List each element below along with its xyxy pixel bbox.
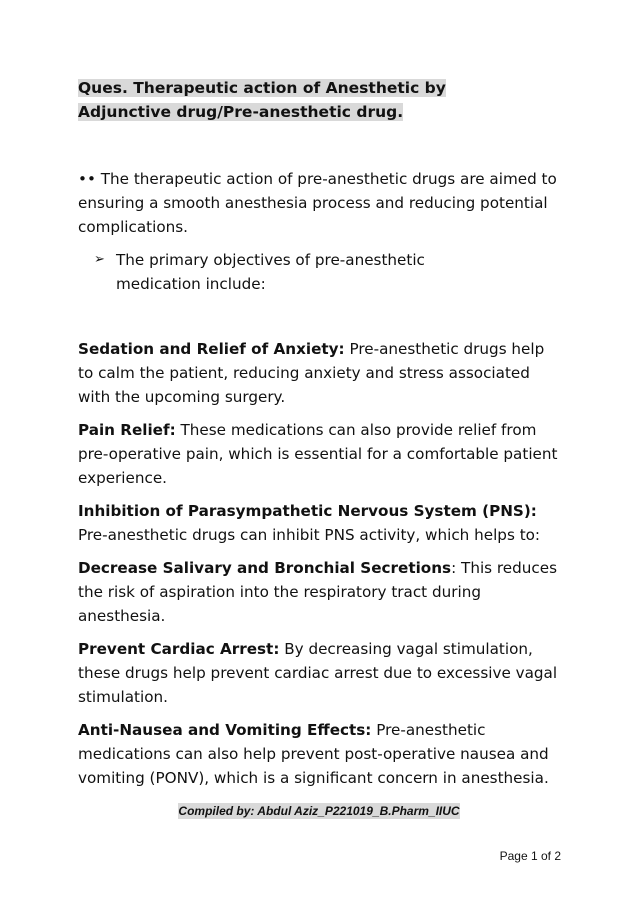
question-heading	[78, 76, 538, 124]
item-heading: Pain Relief:	[78, 421, 176, 439]
page-number: Page 1 of 2	[499, 849, 561, 863]
question-text: Ques. Therapeutic action of Anesthetic by Adjunctive drug/Pre-anesthetic drug.	[78, 79, 446, 121]
item-heading: Anti-Nausea and Vomiting Effects:	[78, 721, 372, 739]
objectives-list-item	[94, 248, 514, 296]
item-text: Pre-anesthetic medications can also help prevent post-operative nausea and vomiting (PONV), which is a significant concern in anesthesia.	[78, 721, 549, 787]
item-text: By decreasing vagal stimulation, these drugs help prevent cardiac arrest due to excessive vagal stimulation.	[78, 640, 558, 706]
credit-text: Compiled by: Abdul Aziz_P221019_B.Pharm_IIUC	[178, 804, 460, 818]
objectives-details	[78, 337, 560, 799]
item-anti-nausea	[78, 718, 560, 790]
item-cardiac-arrest	[78, 637, 560, 709]
objectives-text: The primary objectives of pre-anesthetic medication include:	[116, 251, 425, 293]
compiled-by-credit	[0, 804, 638, 818]
item-text: These medications can also provide relief from pre-operative pain, which is essential for a comfortable patient experience.	[78, 421, 558, 487]
bullet-marker: ••	[78, 170, 96, 188]
item-text: : This reduces the risk of aspiration into the respiratory tract during anesthesia.	[78, 559, 558, 625]
intro-paragraph	[78, 167, 558, 239]
item-text: Pre-anesthetic drugs can inhibit PNS activity, which helps to:	[78, 526, 541, 544]
intro-text: The therapeutic action of pre-anesthetic drugs are aimed to ensuring a smooth anesthesia process and reducing potential complications.	[78, 170, 557, 236]
item-heading: Sedation and Relief of Anxiety:	[78, 340, 345, 358]
item-text: Pre-anesthetic drugs help to calm the patient, reducing anxiety and stress associated with the upcoming surgery.	[78, 340, 545, 406]
item-sedation	[78, 337, 560, 409]
item-heading: Decrease Salivary and Bronchial Secretions	[78, 559, 452, 577]
item-pns-inhibition	[78, 499, 560, 547]
item-heading: Inhibition of Parasympathetic Nervous System (PNS):	[78, 502, 537, 520]
arrow-bullet-icon: ➢	[94, 252, 105, 267]
item-heading: Prevent Cardiac Arrest:	[78, 640, 280, 658]
item-pain-relief	[78, 418, 560, 490]
item-secretions	[78, 556, 560, 628]
